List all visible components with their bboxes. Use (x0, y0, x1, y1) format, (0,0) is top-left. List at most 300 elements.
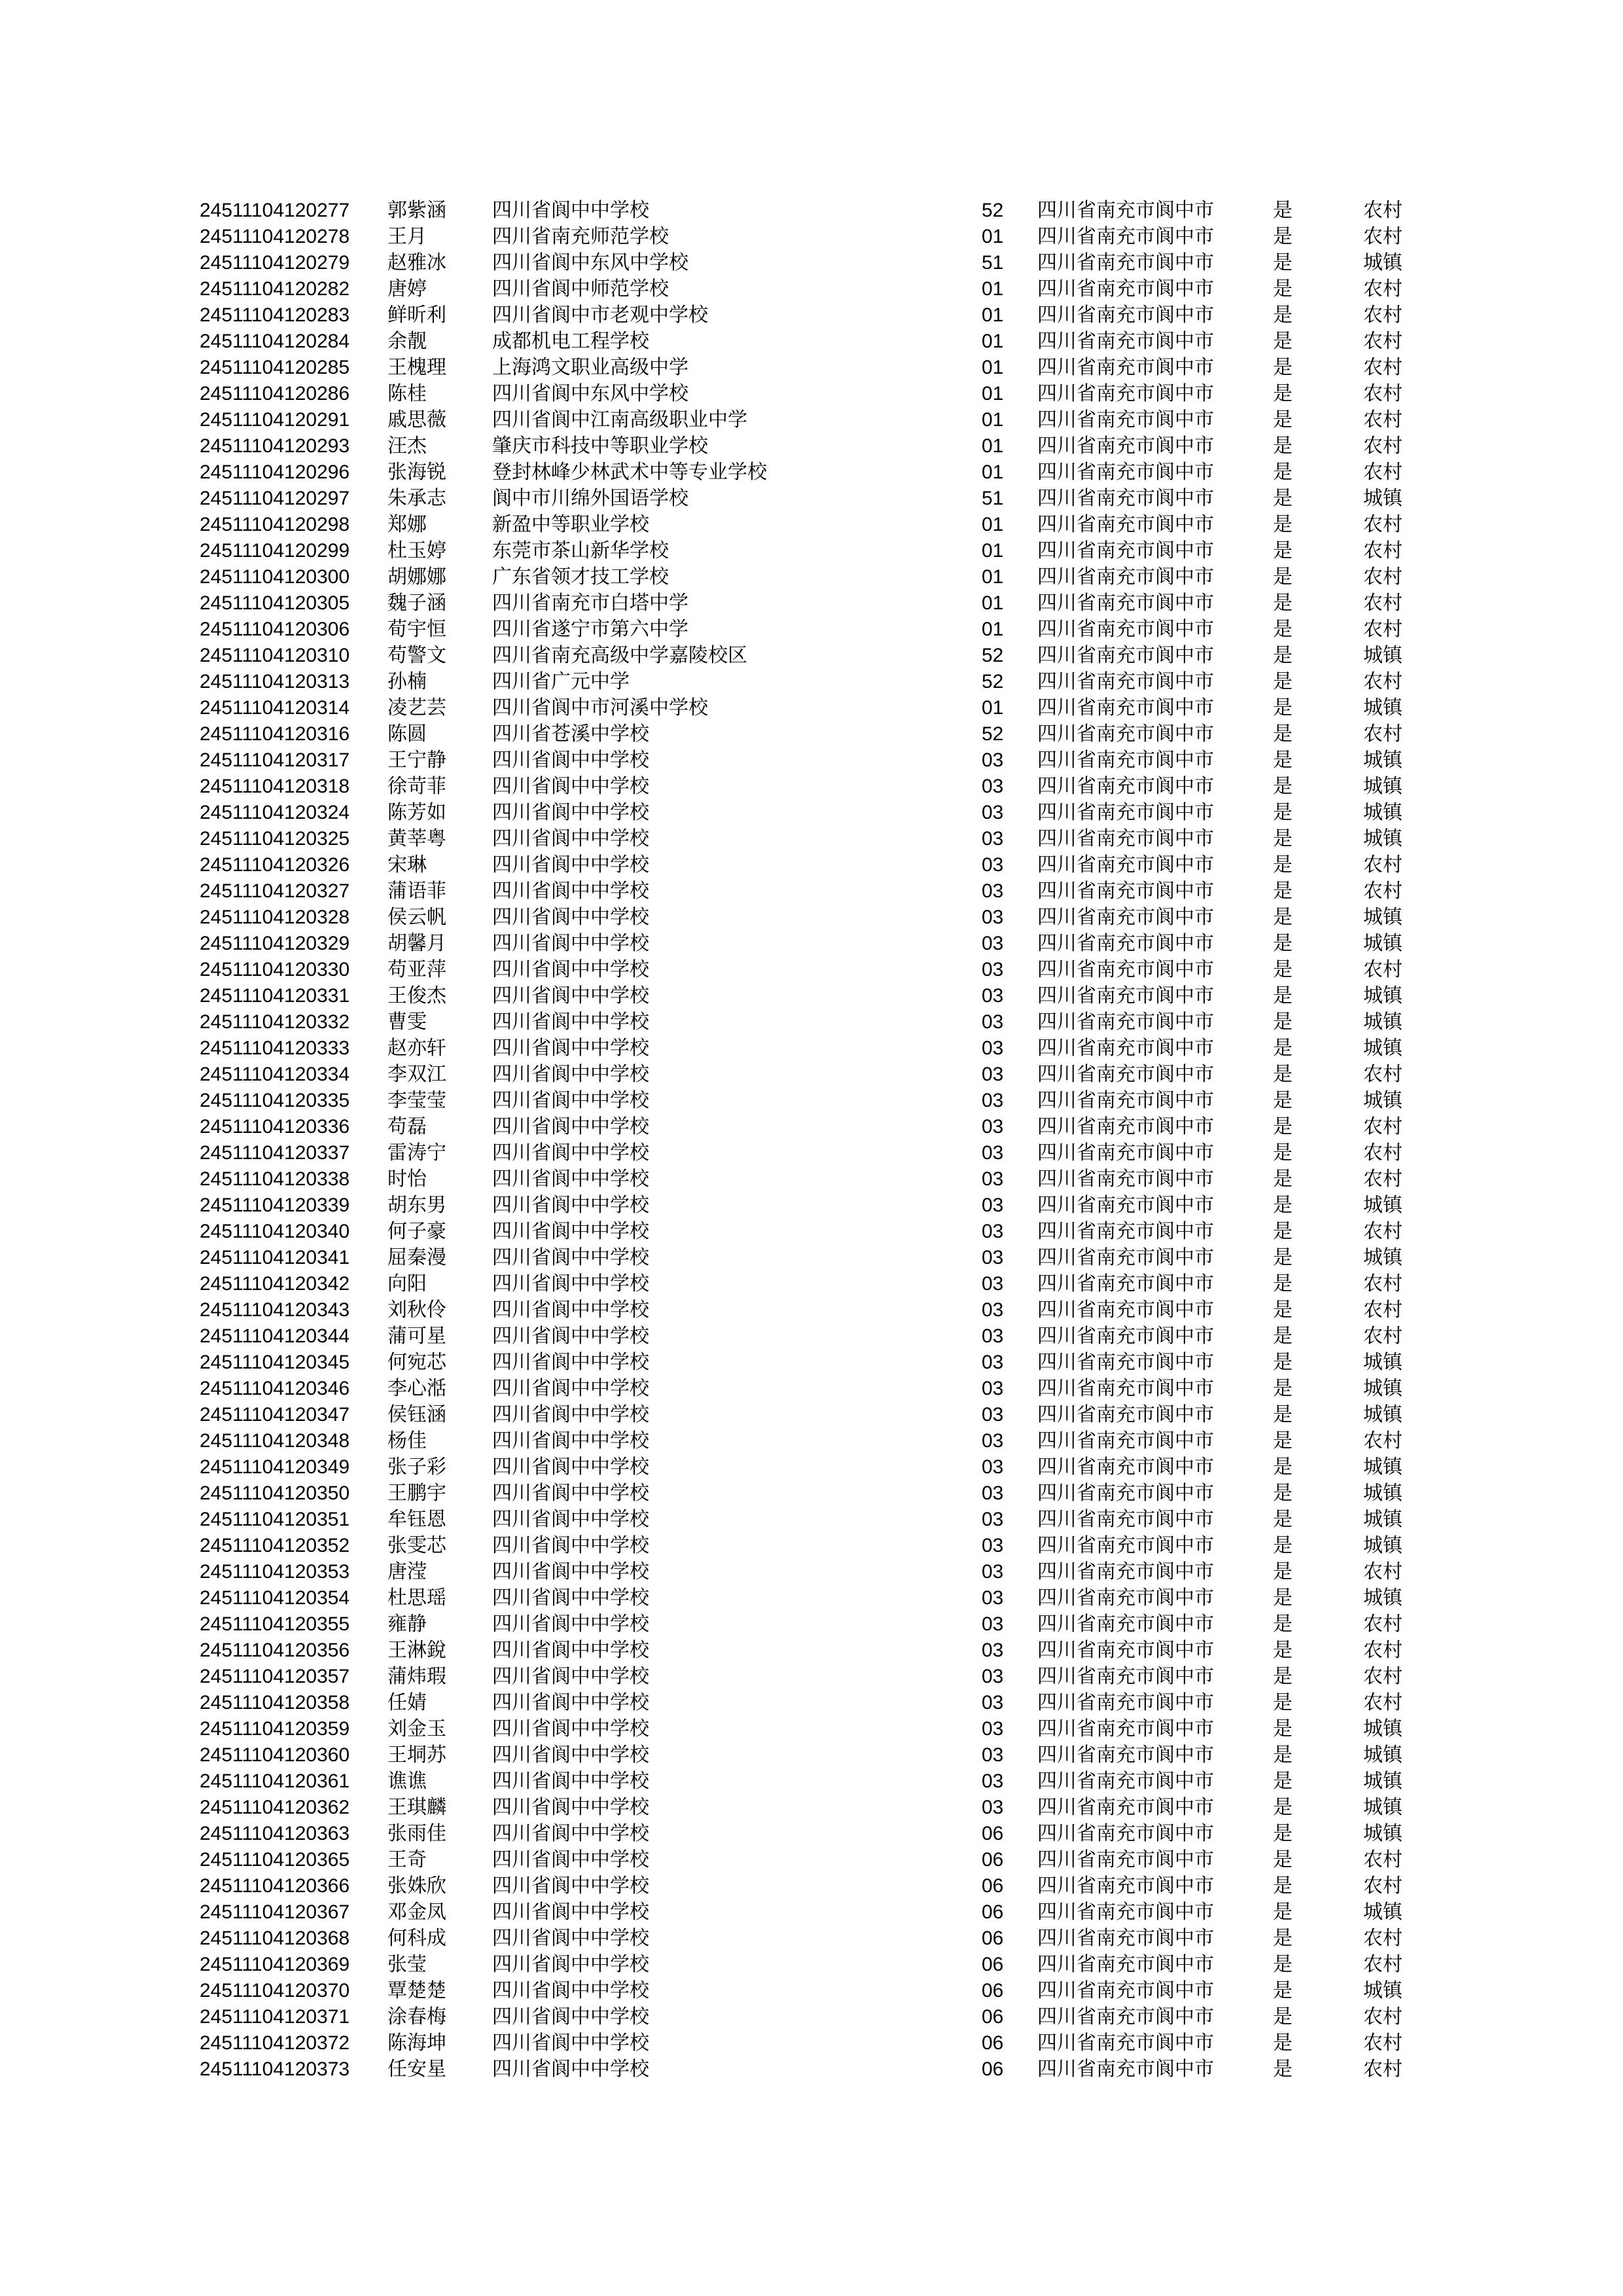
eligibility-flag: 是 (1273, 1901, 1293, 1924)
table-row (200, 1899, 1430, 1926)
area-type: 农村 (1363, 2005, 1402, 2028)
student-name: 赵雅冰 (387, 251, 446, 274)
household-region: 四川省南充市阆中市 (1037, 1246, 1214, 1269)
table-row (200, 1795, 1430, 1821)
table-row (200, 381, 1430, 407)
table-row (200, 1193, 1430, 1219)
eligibility-flag: 是 (1273, 1351, 1293, 1374)
student-name: 陈芳如 (387, 801, 446, 824)
student-id: 24511104120370 (200, 1980, 350, 2001)
area-type: 城镇 (1363, 1744, 1402, 1767)
student-name: 赵亦轩 (387, 1037, 446, 1060)
area-type: 城镇 (1363, 1508, 1402, 1531)
student-id: 24511104120329 (200, 933, 350, 954)
student-id: 24511104120352 (200, 1535, 350, 1556)
eligibility-flag: 是 (1273, 1822, 1293, 1845)
table-row (200, 1350, 1430, 1376)
school-name: 四川省阆中东风中学校 (492, 251, 688, 274)
area-type: 城镇 (1363, 1796, 1402, 1819)
table-row (200, 486, 1430, 512)
student-name: 王月 (387, 225, 427, 248)
school-name: 四川省阆中江南高级职业中学 (492, 408, 747, 431)
category-code: 01 (982, 357, 1004, 378)
table-row (200, 1035, 1430, 1062)
table-row (200, 800, 1430, 826)
household-region: 四川省南充市阆中市 (1037, 1011, 1214, 1033)
student-id: 24511104120341 (200, 1247, 350, 1268)
school-name: 四川省阆中中学校 (492, 2005, 649, 2028)
category-code: 03 (982, 1744, 1004, 1766)
student-id: 24511104120316 (200, 723, 350, 745)
student-name: 何子豪 (387, 1220, 446, 1243)
school-name: 四川省阆中中学校 (492, 1639, 649, 1662)
category-code: 06 (982, 2006, 1004, 2028)
student-id: 24511104120328 (200, 906, 350, 928)
category-code: 06 (982, 2032, 1004, 2054)
student-id: 24511104120293 (200, 435, 350, 457)
school-name: 四川省阆中市河溪中学校 (492, 696, 708, 719)
eligibility-flag: 是 (1273, 1979, 1293, 2002)
student-id: 24511104120338 (200, 1168, 350, 1190)
area-type: 农村 (1363, 958, 1402, 981)
household-region: 四川省南充市阆中市 (1037, 278, 1214, 300)
eligibility-flag: 是 (1273, 880, 1293, 903)
household-region: 四川省南充市阆中市 (1037, 356, 1214, 379)
category-code: 03 (982, 1535, 1004, 1556)
eligibility-flag: 是 (1273, 304, 1293, 327)
student-name: 戚思薇 (387, 408, 446, 431)
household-region: 四川省南充市阆中市 (1037, 1639, 1214, 1662)
category-code: 01 (982, 461, 1004, 483)
table-row (200, 1062, 1430, 1088)
eligibility-flag: 是 (1273, 1115, 1293, 1138)
student-id: 24511104120368 (200, 1928, 350, 1949)
school-name: 四川省阆中中学校 (492, 1089, 649, 1112)
household-region: 四川省南充市阆中市 (1037, 775, 1214, 798)
table-row (200, 538, 1430, 564)
school-name: 四川省阆中中学校 (492, 1953, 649, 1976)
eligibility-flag: 是 (1273, 906, 1293, 929)
category-code: 03 (982, 1640, 1004, 1661)
area-type: 农村 (1363, 2032, 1402, 2054)
table-row (200, 1323, 1430, 1350)
category-code: 03 (982, 1194, 1004, 1216)
student-name: 覃楚楚 (387, 1979, 446, 2002)
area-type: 农村 (1363, 1848, 1402, 1871)
student-id: 24511104120285 (200, 357, 350, 378)
school-name: 四川省阆中中学校 (492, 958, 649, 981)
student-id: 24511104120356 (200, 1640, 350, 1661)
eligibility-flag: 是 (1273, 2005, 1293, 2028)
table-row (200, 1847, 1430, 1873)
school-name: 四川省阆中中学校 (492, 1037, 649, 1060)
table-row (200, 224, 1430, 250)
household-region: 四川省南充市阆中市 (1037, 827, 1214, 850)
eligibility-flag: 是 (1273, 1377, 1293, 1400)
area-type: 城镇 (1363, 801, 1402, 824)
area-type: 城镇 (1363, 1037, 1402, 1060)
category-code: 01 (982, 435, 1004, 457)
student-id: 24511104120277 (200, 200, 350, 221)
area-type: 农村 (1363, 278, 1402, 300)
table-row (200, 564, 1430, 590)
student-id: 24511104120360 (200, 1744, 350, 1766)
eligibility-flag: 是 (1273, 1691, 1293, 1714)
student-id: 24511104120340 (200, 1221, 350, 1242)
area-type: 农村 (1363, 880, 1402, 903)
school-name: 四川省阆中东风中学校 (492, 382, 688, 405)
category-code: 06 (982, 1901, 1004, 1923)
school-name: 四川省阆中中学校 (492, 1613, 649, 1636)
school-name: 四川省阆中中学校 (492, 1220, 649, 1243)
household-region: 四川省南充市阆中市 (1037, 1717, 1214, 1740)
area-type: 农村 (1363, 330, 1402, 353)
category-code: 03 (982, 1378, 1004, 1399)
student-id: 24511104120282 (200, 278, 350, 300)
student-id: 24511104120342 (200, 1273, 350, 1295)
household-region: 四川省南充市阆中市 (1037, 565, 1214, 588)
household-region: 四川省南充市阆中市 (1037, 1194, 1214, 1217)
area-type: 城镇 (1363, 696, 1402, 719)
eligibility-flag: 是 (1273, 1534, 1293, 1557)
category-code: 03 (982, 1037, 1004, 1059)
school-name: 四川省阆中中学校 (492, 1168, 649, 1191)
student-name: 刘金玉 (387, 1717, 446, 1740)
area-type: 城镇 (1363, 1482, 1402, 1505)
eligibility-flag: 是 (1273, 1613, 1293, 1636)
category-code: 03 (982, 1797, 1004, 1818)
category-code: 01 (982, 331, 1004, 352)
eligibility-flag: 是 (1273, 435, 1293, 457)
category-code: 06 (982, 1954, 1004, 1975)
school-name: 四川省阆中中学校 (492, 1901, 649, 1924)
school-name: 四川省阆中中学校 (492, 775, 649, 798)
category-code: 03 (982, 1273, 1004, 1295)
school-name: 四川省阆中中学校 (492, 827, 649, 850)
category-code: 06 (982, 1823, 1004, 1844)
school-name: 东莞市茶山新华学校 (492, 539, 669, 562)
student-name: 王鹏宇 (387, 1482, 446, 1505)
student-name: 宋琳 (387, 853, 427, 876)
student-name: 凌艺芸 (387, 696, 446, 719)
student-name: 苟亚萍 (387, 958, 446, 981)
household-region: 四川省南充市阆中市 (1037, 1901, 1214, 1924)
eligibility-flag: 是 (1273, 1220, 1293, 1243)
category-code: 03 (982, 985, 1004, 1007)
eligibility-flag: 是 (1273, 2032, 1293, 2054)
area-type: 农村 (1363, 461, 1402, 484)
student-name: 牟钰恩 (387, 1508, 446, 1531)
table-row (200, 198, 1430, 224)
household-region: 四川省南充市阆中市 (1037, 1560, 1214, 1583)
table-row (200, 1245, 1430, 1271)
table-row (200, 1140, 1430, 1166)
student-id: 24511104120310 (200, 645, 350, 666)
student-name: 张莹 (387, 1953, 427, 1976)
area-type: 城镇 (1363, 1822, 1402, 1845)
area-type: 城镇 (1363, 1770, 1402, 1793)
eligibility-flag: 是 (1273, 775, 1293, 798)
household-region: 四川省南充市阆中市 (1037, 1613, 1214, 1636)
student-id: 24511104120313 (200, 671, 350, 692)
eligibility-flag: 是 (1273, 1246, 1293, 1269)
student-id: 24511104120348 (200, 1430, 350, 1452)
school-name: 四川省阆中中学校 (492, 2032, 649, 2054)
area-type: 城镇 (1363, 1901, 1402, 1924)
category-code: 03 (982, 854, 1004, 876)
area-type: 农村 (1363, 1560, 1402, 1583)
category-code: 03 (982, 1011, 1004, 1033)
category-code: 01 (982, 540, 1004, 562)
student-name: 唐婷 (387, 278, 427, 300)
eligibility-flag: 是 (1273, 1508, 1293, 1531)
eligibility-flag: 是 (1273, 1299, 1293, 1321)
household-region: 四川省南充市阆中市 (1037, 932, 1214, 955)
household-region: 四川省南充市阆中市 (1037, 1796, 1214, 1819)
household-region: 四川省南充市阆中市 (1037, 1587, 1214, 1609)
table-row (200, 1716, 1430, 1742)
area-type: 城镇 (1363, 906, 1402, 929)
student-name: 任婧 (387, 1691, 427, 1714)
area-type: 农村 (1363, 408, 1402, 431)
table-row (200, 1952, 1430, 1978)
student-id: 24511104120299 (200, 540, 350, 562)
category-code: 03 (982, 802, 1004, 823)
table-row (200, 590, 1430, 617)
student-name: 时怡 (387, 1168, 427, 1191)
school-name: 四川省阆中中学校 (492, 1717, 649, 1740)
household-region: 四川省南充市阆中市 (1037, 330, 1214, 353)
student-name: 朱承志 (387, 487, 446, 510)
category-code: 03 (982, 1561, 1004, 1583)
eligibility-flag: 是 (1273, 618, 1293, 641)
student-name: 黄莘粤 (387, 827, 446, 850)
student-name: 孙楠 (387, 670, 427, 693)
category-code: 03 (982, 1482, 1004, 1504)
student-name: 何宛芯 (387, 1351, 446, 1374)
area-type: 城镇 (1363, 932, 1402, 955)
school-name: 四川省阆中中学校 (492, 1351, 649, 1374)
household-region: 四川省南充市阆中市 (1037, 1665, 1214, 1688)
eligibility-flag: 是 (1273, 199, 1293, 222)
category-code: 06 (982, 1928, 1004, 1949)
school-name: 四川省阆中中学校 (492, 801, 649, 824)
eligibility-flag: 是 (1273, 461, 1293, 484)
school-name: 四川省阆中中学校 (492, 1115, 649, 1138)
area-type: 城镇 (1363, 1351, 1402, 1374)
student-id: 24511104120335 (200, 1090, 350, 1111)
area-type: 农村 (1363, 1874, 1402, 1897)
student-name: 汪杰 (387, 435, 427, 457)
household-region: 四川省南充市阆中市 (1037, 984, 1214, 1007)
student-id: 24511104120317 (200, 749, 350, 771)
area-type: 城镇 (1363, 749, 1402, 772)
student-name: 张姝欣 (387, 1874, 446, 1897)
category-code: 03 (982, 1587, 1004, 1609)
household-region: 四川省南充市阆中市 (1037, 906, 1214, 929)
household-region: 四川省南充市阆中市 (1037, 461, 1214, 484)
table-row (200, 1638, 1430, 1664)
household-region: 四川省南充市阆中市 (1037, 1979, 1214, 2002)
household-region: 四川省南充市阆中市 (1037, 696, 1214, 719)
household-region: 四川省南充市阆中市 (1037, 513, 1214, 536)
category-code: 03 (982, 1509, 1004, 1530)
student-id: 24511104120330 (200, 959, 350, 980)
student-name: 荀宇恒 (387, 618, 446, 641)
table-row (200, 1114, 1430, 1140)
student-name: 雍静 (387, 1613, 427, 1636)
student-id: 24511104120344 (200, 1325, 350, 1347)
table-row (200, 721, 1430, 747)
household-region: 四川省南充市阆中市 (1037, 2058, 1214, 2081)
student-id: 24511104120306 (200, 619, 350, 640)
table-row (200, 1559, 1430, 1585)
eligibility-flag: 是 (1273, 1744, 1293, 1767)
household-region: 四川省南充市阆中市 (1037, 1299, 1214, 1321)
student-name: 任安星 (387, 2058, 446, 2081)
household-region: 四川省南充市阆中市 (1037, 958, 1214, 981)
eligibility-flag: 是 (1273, 1848, 1293, 1871)
household-region: 四川省南充市阆中市 (1037, 1272, 1214, 1295)
household-region: 四川省南充市阆中市 (1037, 1534, 1214, 1557)
table-row (200, 1873, 1430, 1899)
household-region: 四川省南充市阆中市 (1037, 1037, 1214, 1060)
student-name: 张雯芯 (387, 1534, 446, 1557)
category-code: 03 (982, 1325, 1004, 1347)
category-code: 03 (982, 1247, 1004, 1268)
category-code: 01 (982, 226, 1004, 247)
area-type: 农村 (1363, 1665, 1402, 1688)
eligibility-flag: 是 (1273, 1403, 1293, 1426)
school-name: 四川省阆中中学校 (492, 1272, 649, 1295)
household-region: 四川省南充市阆中市 (1037, 408, 1214, 431)
student-name: 唐滢 (387, 1560, 427, 1583)
eligibility-flag: 是 (1273, 827, 1293, 850)
household-region: 四川省南充市阆中市 (1037, 1351, 1214, 1374)
category-code: 51 (982, 252, 1004, 274)
eligibility-flag: 是 (1273, 382, 1293, 405)
household-region: 四川省南充市阆中市 (1037, 251, 1214, 274)
area-type: 城镇 (1363, 827, 1402, 850)
table-row (200, 433, 1430, 459)
student-name: 李双江 (387, 1063, 446, 1086)
area-type: 农村 (1363, 853, 1402, 876)
school-name: 四川省广元中学 (492, 670, 630, 693)
household-region: 四川省南充市阆中市 (1037, 1691, 1214, 1714)
eligibility-flag: 是 (1273, 330, 1293, 353)
category-code: 03 (982, 906, 1004, 928)
eligibility-flag: 是 (1273, 1560, 1293, 1583)
category-code: 52 (982, 645, 1004, 666)
category-code: 03 (982, 1430, 1004, 1452)
category-code: 03 (982, 1221, 1004, 1242)
student-id: 24511104120286 (200, 383, 350, 404)
student-name: 胡娜娜 (387, 565, 446, 588)
student-id: 24511104120367 (200, 1901, 350, 1923)
student-name: 侯云帆 (387, 906, 446, 929)
household-region: 四川省南充市阆中市 (1037, 1848, 1214, 1871)
school-name: 四川省阆中中学校 (492, 1927, 649, 1950)
category-code: 03 (982, 1613, 1004, 1635)
student-id: 24511104120359 (200, 1718, 350, 1740)
area-type: 城镇 (1363, 984, 1402, 1007)
student-id: 24511104120279 (200, 252, 350, 274)
eligibility-flag: 是 (1273, 592, 1293, 615)
student-id: 24511104120337 (200, 1142, 350, 1164)
table-row (200, 276, 1430, 302)
household-region: 四川省南充市阆中市 (1037, 1325, 1214, 1348)
area-type: 城镇 (1363, 1587, 1402, 1609)
table-row (200, 2004, 1430, 2030)
area-type: 农村 (1363, 382, 1402, 405)
school-name: 四川省阆中中学校 (492, 906, 649, 929)
category-code: 01 (982, 278, 1004, 300)
school-name: 四川省阆中中学校 (492, 1848, 649, 1871)
table-row (200, 1926, 1430, 1952)
school-name: 四川省阆中中学校 (492, 1796, 649, 1819)
household-region: 四川省南充市阆中市 (1037, 1953, 1214, 1976)
school-name: 四川省阆中中学校 (492, 1299, 649, 1321)
household-region: 四川省南充市阆中市 (1037, 1482, 1214, 1505)
eligibility-flag: 是 (1273, 1717, 1293, 1740)
student-name: 郑娜 (387, 513, 427, 536)
category-code: 03 (982, 1168, 1004, 1190)
school-name: 四川省阆中中学校 (492, 1482, 649, 1505)
student-id: 24511104120278 (200, 226, 350, 247)
student-id: 24511104120326 (200, 854, 350, 876)
area-type: 农村 (1363, 2058, 1402, 2081)
area-type: 农村 (1363, 565, 1402, 588)
area-type: 城镇 (1363, 1194, 1402, 1217)
table-row (200, 1166, 1430, 1193)
household-region: 四川省南充市阆中市 (1037, 1115, 1214, 1138)
category-code: 01 (982, 514, 1004, 535)
student-id: 24511104120332 (200, 1011, 350, 1033)
area-type: 农村 (1363, 225, 1402, 248)
school-name: 四川省阆中中学校 (492, 1456, 649, 1479)
table-row (200, 774, 1430, 800)
area-type: 城镇 (1363, 1534, 1402, 1557)
household-region: 四川省南充市阆中市 (1037, 539, 1214, 562)
school-name: 四川省阆中中学校 (492, 1744, 649, 1767)
household-region: 四川省南充市阆中市 (1037, 435, 1214, 457)
table-row (200, 1507, 1430, 1533)
student-id: 24511104120336 (200, 1116, 350, 1138)
student-name: 刘秋伶 (387, 1299, 446, 1321)
area-type: 农村 (1363, 1115, 1402, 1138)
table-row (200, 302, 1430, 329)
student-id: 24511104120371 (200, 2006, 350, 2028)
category-code: 03 (982, 1116, 1004, 1138)
school-name: 四川省阆中中学校 (492, 1429, 649, 1452)
eligibility-flag: 是 (1273, 801, 1293, 824)
table-row (200, 407, 1430, 433)
area-type: 农村 (1363, 1325, 1402, 1348)
table-row (200, 1088, 1430, 1114)
eligibility-flag: 是 (1273, 487, 1293, 510)
student-id: 24511104120347 (200, 1404, 350, 1426)
student-id: 24511104120369 (200, 1954, 350, 1975)
school-name: 新盈中等职业学校 (492, 513, 649, 536)
area-type: 农村 (1363, 1613, 1402, 1636)
student-id: 24511104120291 (200, 409, 350, 431)
eligibility-flag: 是 (1273, 644, 1293, 667)
category-code: 03 (982, 1064, 1004, 1085)
area-type: 农村 (1363, 1141, 1402, 1164)
school-name: 四川省阆中师范学校 (492, 278, 669, 300)
school-name: 四川省阆中中学校 (492, 880, 649, 903)
school-name: 四川省阆中中学校 (492, 1534, 649, 1557)
